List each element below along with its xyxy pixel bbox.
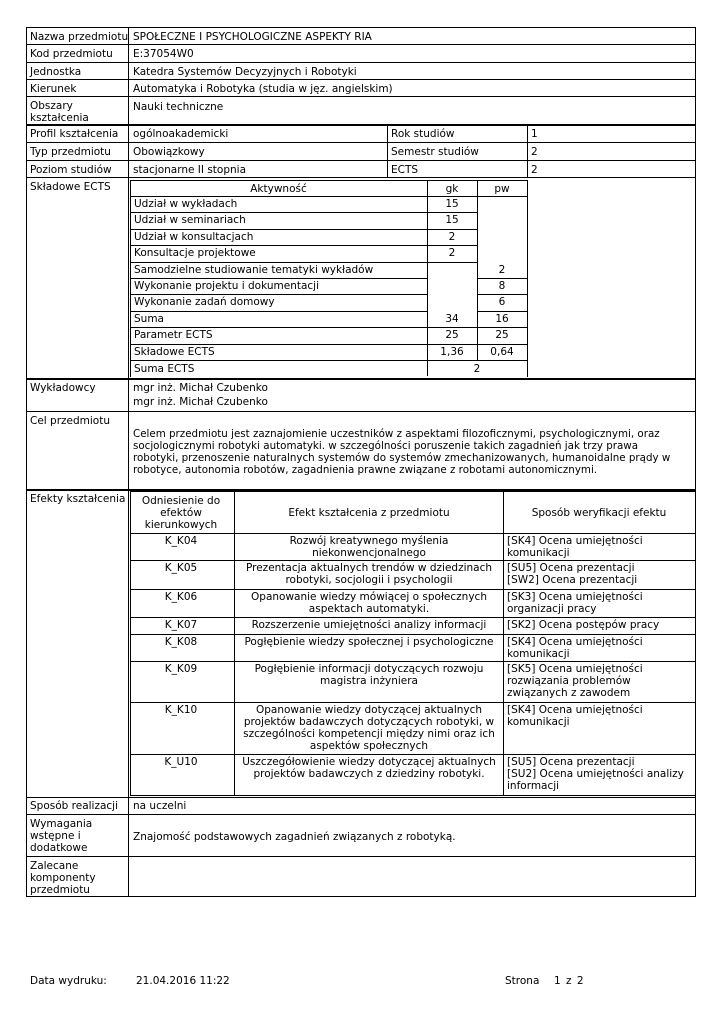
label-poziom: Poziom studiów	[30, 164, 112, 176]
efekty-header-verification: Sposób weryfikacji efektu	[531, 507, 667, 519]
ects-row-line	[427, 245, 477, 246]
label-efekty: Efekty kształcenia	[30, 493, 126, 505]
ects-row-pw: 0,64	[490, 345, 514, 358]
label-rok: Rok studiów	[391, 128, 455, 140]
ects-row-name: Wykonanie zadań domowy	[134, 296, 275, 309]
efekty-row-verification: [SK5] Ocena umiejętności rozwiązania problemów związanych z zawodem	[507, 663, 643, 699]
efekty-row-verification: [SK4] Ocena umiejętności komunikacji	[507, 704, 643, 728]
ects-row-gk: 2	[448, 230, 456, 243]
ects-row-name: Udział w wykładach	[134, 198, 238, 210]
label-kod: Kod przedmiotu	[30, 48, 113, 60]
value-poziom: stacjonarne II stopnia	[133, 164, 247, 176]
print-date-label: Data wydruku:	[30, 975, 107, 987]
efekty-row-effect: Opanowanie wiedzy mówiącej o społecznych aspektach automatyki.	[251, 591, 487, 615]
label-profil: Profil kształcenia	[30, 128, 119, 140]
label-nazwa: Nazwa przedmiotu	[30, 31, 129, 43]
efekty-row-effect: Pogłębienie wiedzy społecznej i psychologiczne	[244, 636, 494, 648]
value-nazwa: SPOŁECZNE I PSYCHOLOGICZNE ASPEKTY RIA	[133, 31, 372, 43]
label-skladowe: Składowe ECTS	[30, 181, 111, 193]
lecturer-2: mgr inż. Michał Czubenko	[133, 396, 268, 408]
page-number: 1 z 2	[554, 975, 584, 987]
value-semestr: 2	[531, 146, 538, 158]
ects-row-name: Konsultacje projektowe	[134, 247, 256, 260]
ects-row-line	[427, 360, 527, 361]
efekty-row-line	[130, 589, 695, 590]
efekty-header-effect: Efekt kształcenia z przedmiotu	[288, 507, 450, 519]
ects-row-gk: 15	[445, 198, 459, 210]
ects-row-gk: 15	[445, 214, 459, 227]
print-date-value: 21.04.2016 11:22	[136, 975, 230, 987]
value-sposob-realizacji: na uczelni	[133, 800, 187, 812]
label-wykladowcy: Wykładowcy	[30, 382, 96, 394]
value-kod: E:37054W0	[133, 48, 194, 60]
value-kierunek: Automatyka i Robotyka (studia w jęz. angielskim)	[133, 83, 393, 95]
ects-row-line	[477, 311, 527, 312]
ects-row-line	[130, 360, 427, 361]
efekty-row-verification: [SK4] Ocena umiejętności komunikacji	[507, 535, 643, 559]
ects-row-line	[477, 344, 527, 345]
lecturer-1: mgr inż. Michał Czubenko	[133, 382, 268, 394]
label-zalecane: Zalecane komponenty przedmiotu	[30, 860, 96, 896]
ects-row-name: Parametr ECTS	[134, 329, 213, 342]
ects-row-line	[130, 278, 427, 279]
ects-row-gk: 2	[448, 247, 456, 260]
label-cel: Cel przedmiotu	[30, 415, 111, 427]
efekty-row-code: K_K05	[164, 562, 198, 574]
ects-col-line	[527, 180, 528, 376]
ects-row-pw: 25	[495, 329, 509, 342]
ects-row-line	[130, 262, 427, 263]
ects-row-name: Suma	[134, 312, 164, 325]
efekty-row-code: K_K04	[164, 535, 198, 547]
label-column-divider	[128, 28, 129, 896]
label-kierunek: Kierunek	[30, 83, 77, 95]
efekty-row-code: K_K08	[164, 636, 198, 648]
ects-row-gk: 34	[445, 312, 459, 325]
ects-row-line	[477, 278, 527, 279]
efekty-col-divider	[503, 492, 504, 795]
ects-row-name: Samodzielne studiowanie tematyki wykładów	[134, 263, 374, 276]
ects-row-name: Wykonanie projektu i dokumentacji	[134, 280, 320, 292]
efekty-row-line	[130, 617, 695, 618]
ects-row-name: Udział w seminariach	[134, 214, 246, 227]
efekty-col-divider	[234, 492, 235, 795]
ects-row-line	[130, 327, 427, 328]
ects-row-pw: 8	[498, 280, 506, 292]
ects-row-line	[427, 327, 477, 328]
ects-row-pw: 6	[498, 296, 506, 309]
label-obszary: Obszary kształcenia	[30, 100, 89, 124]
label-jednostka: Jednostka	[30, 66, 82, 78]
value-typ: Obowiązkowy	[133, 146, 205, 158]
ects-row-line	[477, 327, 527, 328]
column-divider	[387, 124, 388, 177]
efekty-row-effect: Rozszerzenie umiejętności analizy informacji	[251, 619, 487, 631]
value-profil: ogólnoakademicki	[133, 128, 229, 140]
label-wymagania: Wymagania wstępne i dodatkowe	[30, 818, 93, 854]
efekty-row-line	[130, 661, 695, 662]
efekty-row-verification: [SK3] Ocena umiejętności organizacji pracy	[507, 591, 643, 615]
efekty-row-line	[130, 634, 695, 635]
efekty-row-code: K_K10	[164, 704, 198, 716]
value-jednostka: Katedra Systemów Decyzyjnych i Robotyki	[133, 66, 357, 78]
ects-header-gk: gk	[445, 183, 459, 195]
ects-suma-label: Suma ECTS	[134, 363, 195, 375]
ects-row-line	[427, 212, 477, 213]
ects-row-line	[130, 212, 427, 213]
efekty-row-line	[130, 560, 695, 561]
value-obszary: Nauki techniczne	[133, 101, 224, 113]
efekty-row-verification: [SK4] Ocena umiejętności komunikacji	[507, 636, 643, 660]
value-wymagania: Znajomość podstawowych zagadnień związanych z robotyką.	[133, 831, 456, 843]
ects-row-name: Udział w konsultacjach	[134, 230, 254, 243]
label-typ: Typ przedmiotu	[30, 146, 111, 158]
efekty-row-code: K_K09	[164, 663, 198, 675]
ects-row-line	[130, 245, 427, 246]
efekty-row-code: K_K06	[164, 591, 198, 603]
label-semestr: Semestr studiów	[391, 146, 479, 158]
ects-header-pw: pw	[494, 183, 510, 195]
efekty-row-effect: Pogłębienie informacji dotyczących rozwoju magistra inżyniera	[254, 663, 484, 687]
efekty-row-effect: Opanowanie wiedzy dotyczącej aktualnych projektów badawczych dotyczących robotyki, w szczególności kompetencji między nimi oraz ich aspektów społecznych	[243, 704, 495, 752]
efekty-row-effect: Prezentacja aktualnych trendów w dziedzinach robotyki, socjologii i psychologii	[245, 562, 493, 586]
efekty-row-line	[130, 702, 695, 703]
ects-suma-value: 2	[473, 363, 481, 375]
efekty-row-line	[130, 533, 695, 534]
ects-row-line	[427, 262, 477, 263]
value-ects: 2	[531, 164, 538, 176]
ects-row-gk: 1,36	[440, 345, 464, 358]
ects-row-line	[427, 344, 477, 345]
course-goal-text: Celem przedmiotu jest zaznajomienie uczestników z aspektami filozoficznymi, psychologicznymi, oraz socjologicznymi robotyki automatyki. w szczególności poruszenie takich zagadnień jak trzy prawa robotyki, przenoszenie naturalnych systemów do systemów zmechanizowanych, humanoidalne prądy w robotyce, autonomia robotów, zagadnienia prawne związane z robotami autonomicznymi.	[133, 428, 671, 476]
efekty-row-verification: [SU5] Ocena prezentacji [SW2] Ocena prezentacji	[507, 562, 638, 586]
efekty-row-verification: [SK2] Ocena postępów pracy	[507, 619, 660, 631]
ects-row-line	[130, 229, 427, 230]
efekty-row-verification: [SU5] Ocena prezentacji [SU2] Ocena umiejętności analizy informacji	[507, 756, 684, 792]
ects-row-line	[477, 294, 527, 295]
ects-row-gk: 25	[445, 329, 459, 342]
ects-row-line	[130, 196, 527, 197]
label-sposob-realizacji: Sposób realizacji	[30, 800, 119, 812]
efekty-row-code: K_U10	[164, 756, 198, 768]
ects-row-pw: 2	[498, 263, 506, 276]
column-divider	[527, 124, 528, 177]
efekty-row-effect: Uszczegółowienie wiedzy dotyczącej aktualnych projektów badawczych z dziedziny robotyki.	[242, 756, 496, 780]
ects-row-line	[130, 311, 427, 312]
page-label: Strona	[505, 975, 540, 987]
ects-row-pw: 16	[495, 312, 509, 325]
label-ects: ECTS	[391, 164, 419, 176]
value-rok: 1	[531, 128, 538, 140]
efekty-row-line	[130, 754, 695, 755]
ects-row-line	[130, 344, 427, 345]
ects-row-line	[427, 229, 477, 230]
ects-row-line	[130, 294, 427, 295]
ects-header-activity: Aktywność	[250, 183, 307, 195]
efekty-header-ref: Odniesienie do efektów kierunkowych	[141, 495, 221, 531]
ects-row-name: Składowe ECTS	[134, 345, 215, 358]
efekty-row-effect: Rozwój kreatywnego myślenia niekonwencjonalnego	[289, 535, 449, 559]
efekty-row-code: K_K07	[164, 619, 198, 631]
